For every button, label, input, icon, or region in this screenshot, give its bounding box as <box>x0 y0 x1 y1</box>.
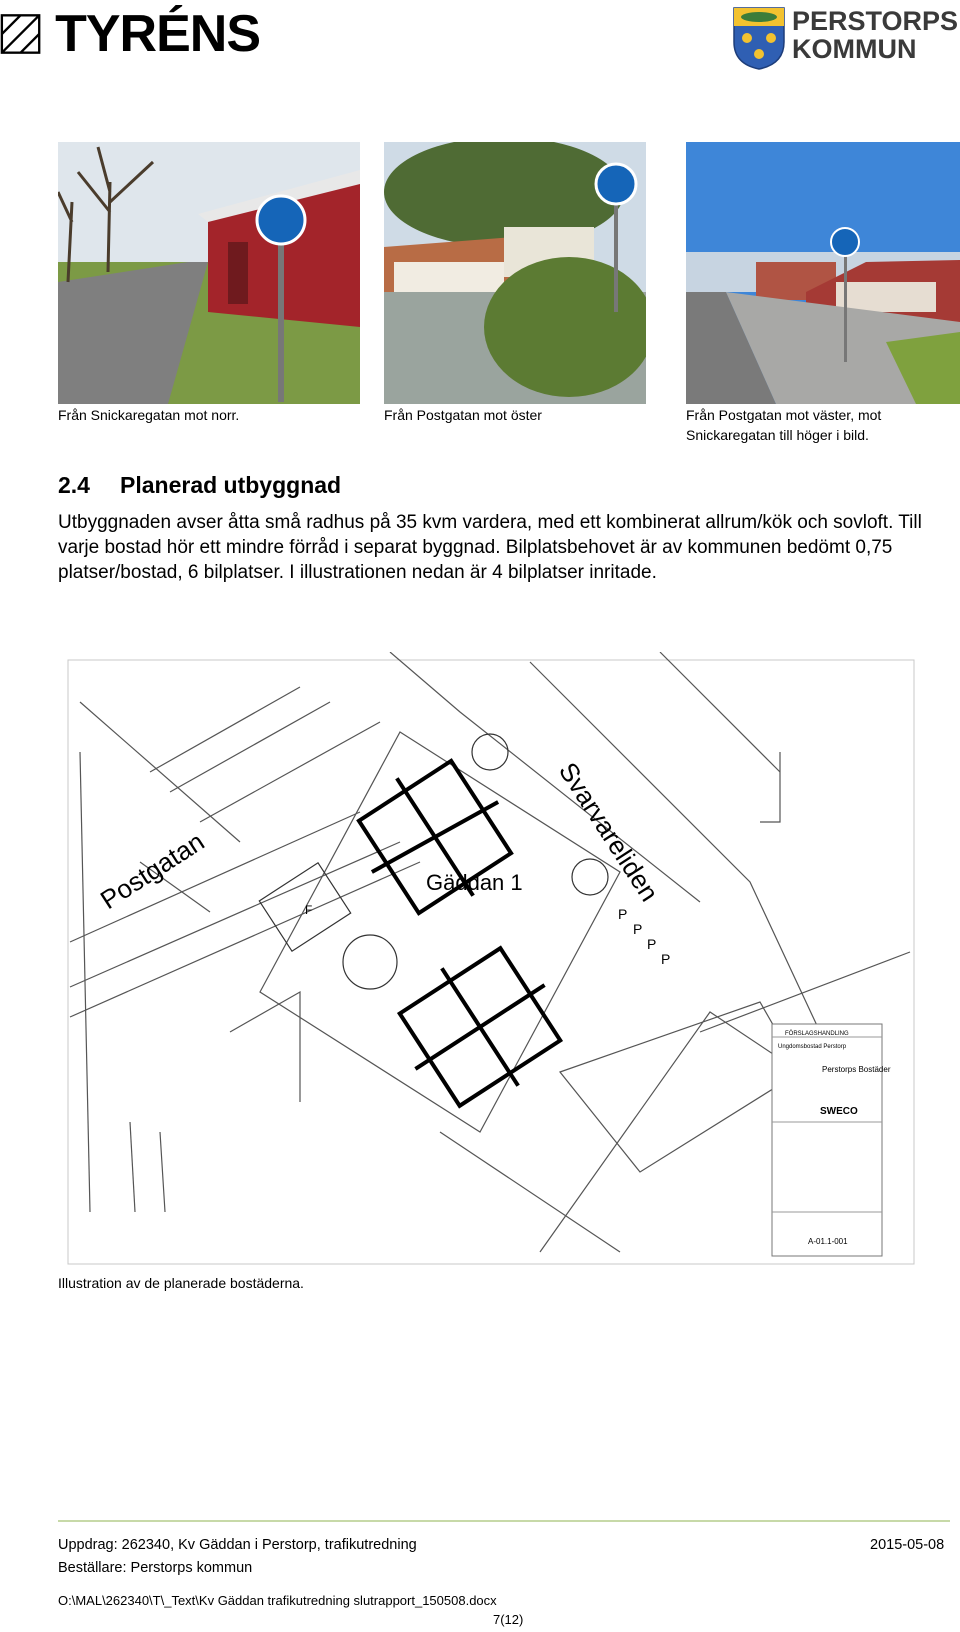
title-block-stage: FÖRSLAGSHANDLING <box>785 1031 849 1037</box>
footer-date: 2015-05-08 <box>870 1537 945 1553</box>
parking-mark-4: P <box>661 951 671 967</box>
photo-postgatan-oster <box>384 142 646 404</box>
photo-caption-3-line1: Från Postgatan mot väster, mot <box>686 407 882 423</box>
section-paragraph: Utbyggnaden avser åtta små radhus på 35 kvm vardera, med ett kombinerat allrum/kök och sovloft. Till varje bostad hör ett mindre förråd i separat byggnad. Bilplatsbehovet är av kommunen bedömt 0,75 platser/bostad, 6 bilplatser. I illustrationen nedan är 4 bilplatser inritade. <box>58 512 922 583</box>
tyrens-mark-icon <box>0 12 41 56</box>
drawing-title-block <box>772 1024 891 1256</box>
store-mark: F <box>305 903 313 917</box>
tyrens-logo <box>0 6 260 62</box>
tyrens-logo-text: TYRÉNS <box>55 5 260 63</box>
property-label: Gäddan 1 <box>426 870 523 895</box>
footer-client: Beställare: Perstorps kommun <box>58 1560 253 1576</box>
photo-postgatan-vaster <box>686 142 960 404</box>
footer-file-path: O:\MAL\262340\T\_Text\Kv Gäddan trafikutredning slutrapport_150508.docx <box>58 1593 497 1608</box>
photo-snickaregatan <box>58 142 360 404</box>
parking-mark-3: P <box>647 936 657 952</box>
section-title: Planerad utbyggnad <box>120 472 342 498</box>
parking-mark-2: P <box>633 921 643 937</box>
footer-page-number: 7(12) <box>493 1612 524 1627</box>
photo-caption-3 <box>686 405 881 445</box>
street-label-svarvareliden: Svarvareliden <box>552 756 665 907</box>
photo-caption-3-line2: Snickaregatan till höger i bild. <box>686 427 869 443</box>
plan-caption: Illustration av de planerade bostäderna. <box>58 1275 304 1291</box>
street-label-postgatan: Postgatan <box>94 826 210 916</box>
title-block-sweco-logo: SWECO <box>820 1106 858 1117</box>
title-block-client-logo: Perstorps Bostäder <box>822 1065 891 1074</box>
photo-caption-1: Från Snickaregatan mot norr. <box>58 407 240 423</box>
title-block-drawing-number: A-01.1-001 <box>808 1237 848 1246</box>
parking-mark-1: P <box>618 906 628 922</box>
photo-caption-2: Från Postgatan mot öster <box>384 407 542 423</box>
section-number: 2.4 <box>58 472 90 498</box>
site-plan-illustration <box>60 652 920 1270</box>
coat-of-arms-icon <box>732 6 786 70</box>
footer-assignment: Uppdrag: 262340, Kv Gäddan i Perstorp, trafikutredning <box>58 1537 417 1553</box>
logo-line-kommun: KOMMUN <box>792 34 917 64</box>
title-block-project: Ungdomsbostad Perstorp <box>778 1044 847 1050</box>
section-heading <box>58 472 341 498</box>
logo-line-perstorps: PERSTORPS <box>792 6 959 36</box>
perstorps-kommun-logo <box>732 6 960 72</box>
footer-rule <box>58 1520 950 1522</box>
